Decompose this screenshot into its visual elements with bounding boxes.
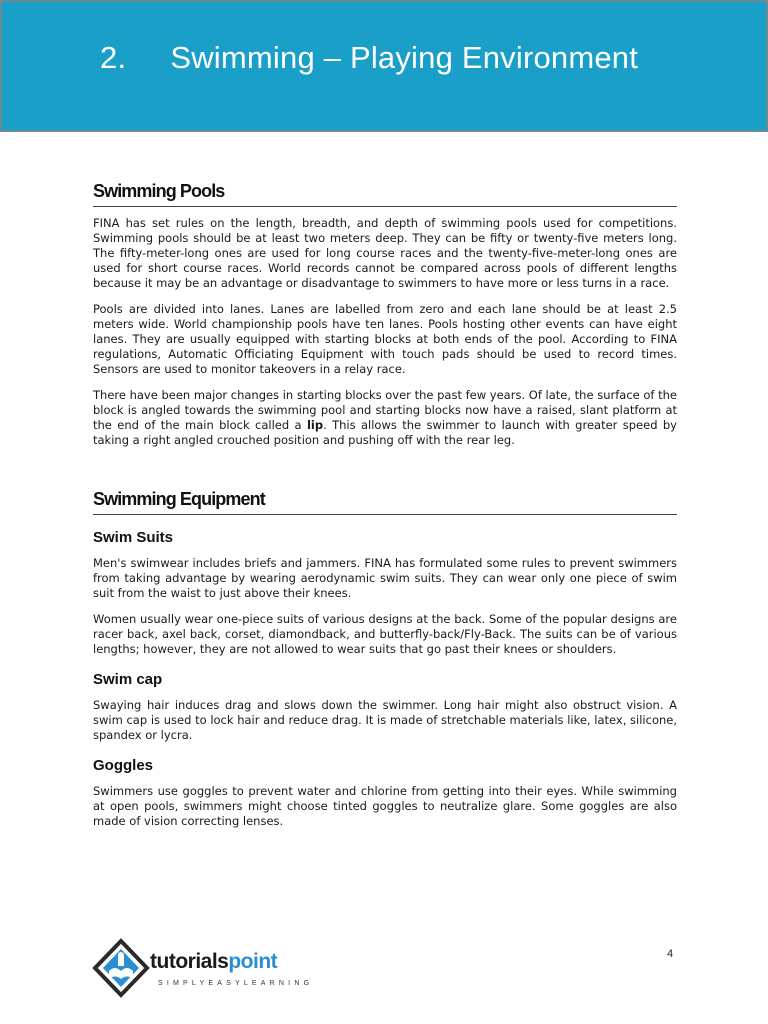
page-title: 2. Swimming – Playing Environment [100, 40, 639, 75]
paragraph-goggles-1: Swimmers use goggles to prevent water and chlorine from getting into their eyes. While swimming at open pools, swimmers might choose tinted goggles to neutralize glare. Some goggles are also made of vision correcting lenses. [93, 784, 677, 828]
subheading-swim-cap: Swim cap [93, 671, 163, 688]
paragraph-pools-3 [93, 388, 677, 448]
page-number: 4 [667, 948, 674, 960]
paragraph-suits-1: Men's swimwear includes briefs and jammers. FINA has formulated some rules to prevent swimmers from taking advantage by wearing aerodynamic swim suits. They can wear only one piece of swim suit from the waist to just above their knees. [93, 556, 677, 600]
subheading-swim-suits: Swim Suits [93, 529, 174, 546]
paragraph-pools-3-text-b: . This allows the swimmer to launch with greater speed by taking a right angled crouched position and pushing off with the rear leg. [93, 418, 677, 447]
logo-word-accent: point [228, 950, 278, 973]
paragraph-pools-2: Pools are divided into lanes. Lanes are labelled from zero and each lane should be at least 2.5 meters wide. World championship pools have ten lanes. Pools hosting other events can have eight lanes. They are usually equipped with starting blocks at both ends of the pool. According to FINA regulations, Automatic Officiating Equipment with touch pads should be used to record times. Sensors are used to monitor takeovers in a relay race. [93, 302, 677, 376]
section-heading-pools: Swimming Pools [93, 180, 677, 207]
logo-emblem-icon [92, 938, 150, 998]
paragraph-cap-1: Swaying hair induces drag and slows down the swimmer. Long hair might also obstruct vision. A swim cap is used to lock hair and reduce drag. It is made of stretchable materials like, latex, silicone, spandex or lycra. [93, 698, 677, 742]
paragraph-pools-1: FINA has set rules on the length, breadth, and depth of swimming pools used for competitions. Swimming pools should be at least two meters deep. They can be fifty or twenty-five meters long. The fifty-meter-long ones are used for long course races and the twenty-five-meter-long ones are used for short course races. World records cannot be compared across pools of different lengths because it may be an advantage or disadvantage to swimmers to have more or less turns in a race. [93, 216, 677, 290]
logo-tagline: SIMPLYEASYLEARNING [158, 980, 314, 987]
logo-wordmark [150, 950, 277, 974]
section-heading-equipment: Swimming Equipment [93, 488, 677, 515]
tutorialspoint-logo [92, 938, 342, 998]
term-lip: lip [306, 418, 324, 432]
paragraph-pools-3-text-a: There have been major changes in starting blocks over the past few years. Of late, the surface of the block is angled towards the swimming pool and starting blocks now have a raised, slant platform at the end of the main block called a [93, 388, 677, 432]
header-banner [0, 0, 768, 132]
subheading-goggles: Goggles [93, 757, 154, 774]
logo-word-dark: tutorials [150, 950, 229, 973]
paragraph-suits-2: Women usually wear one-piece suits of various designs at the back. Some of the popular designs are racer back, axel back, corset, diamondback, and butterfly-back/Fly-Back. The suits can be of various lengths; however, they are not allowed to wear suits that go past their knees or shoulders. [93, 612, 677, 656]
document-body [93, 180, 677, 829]
